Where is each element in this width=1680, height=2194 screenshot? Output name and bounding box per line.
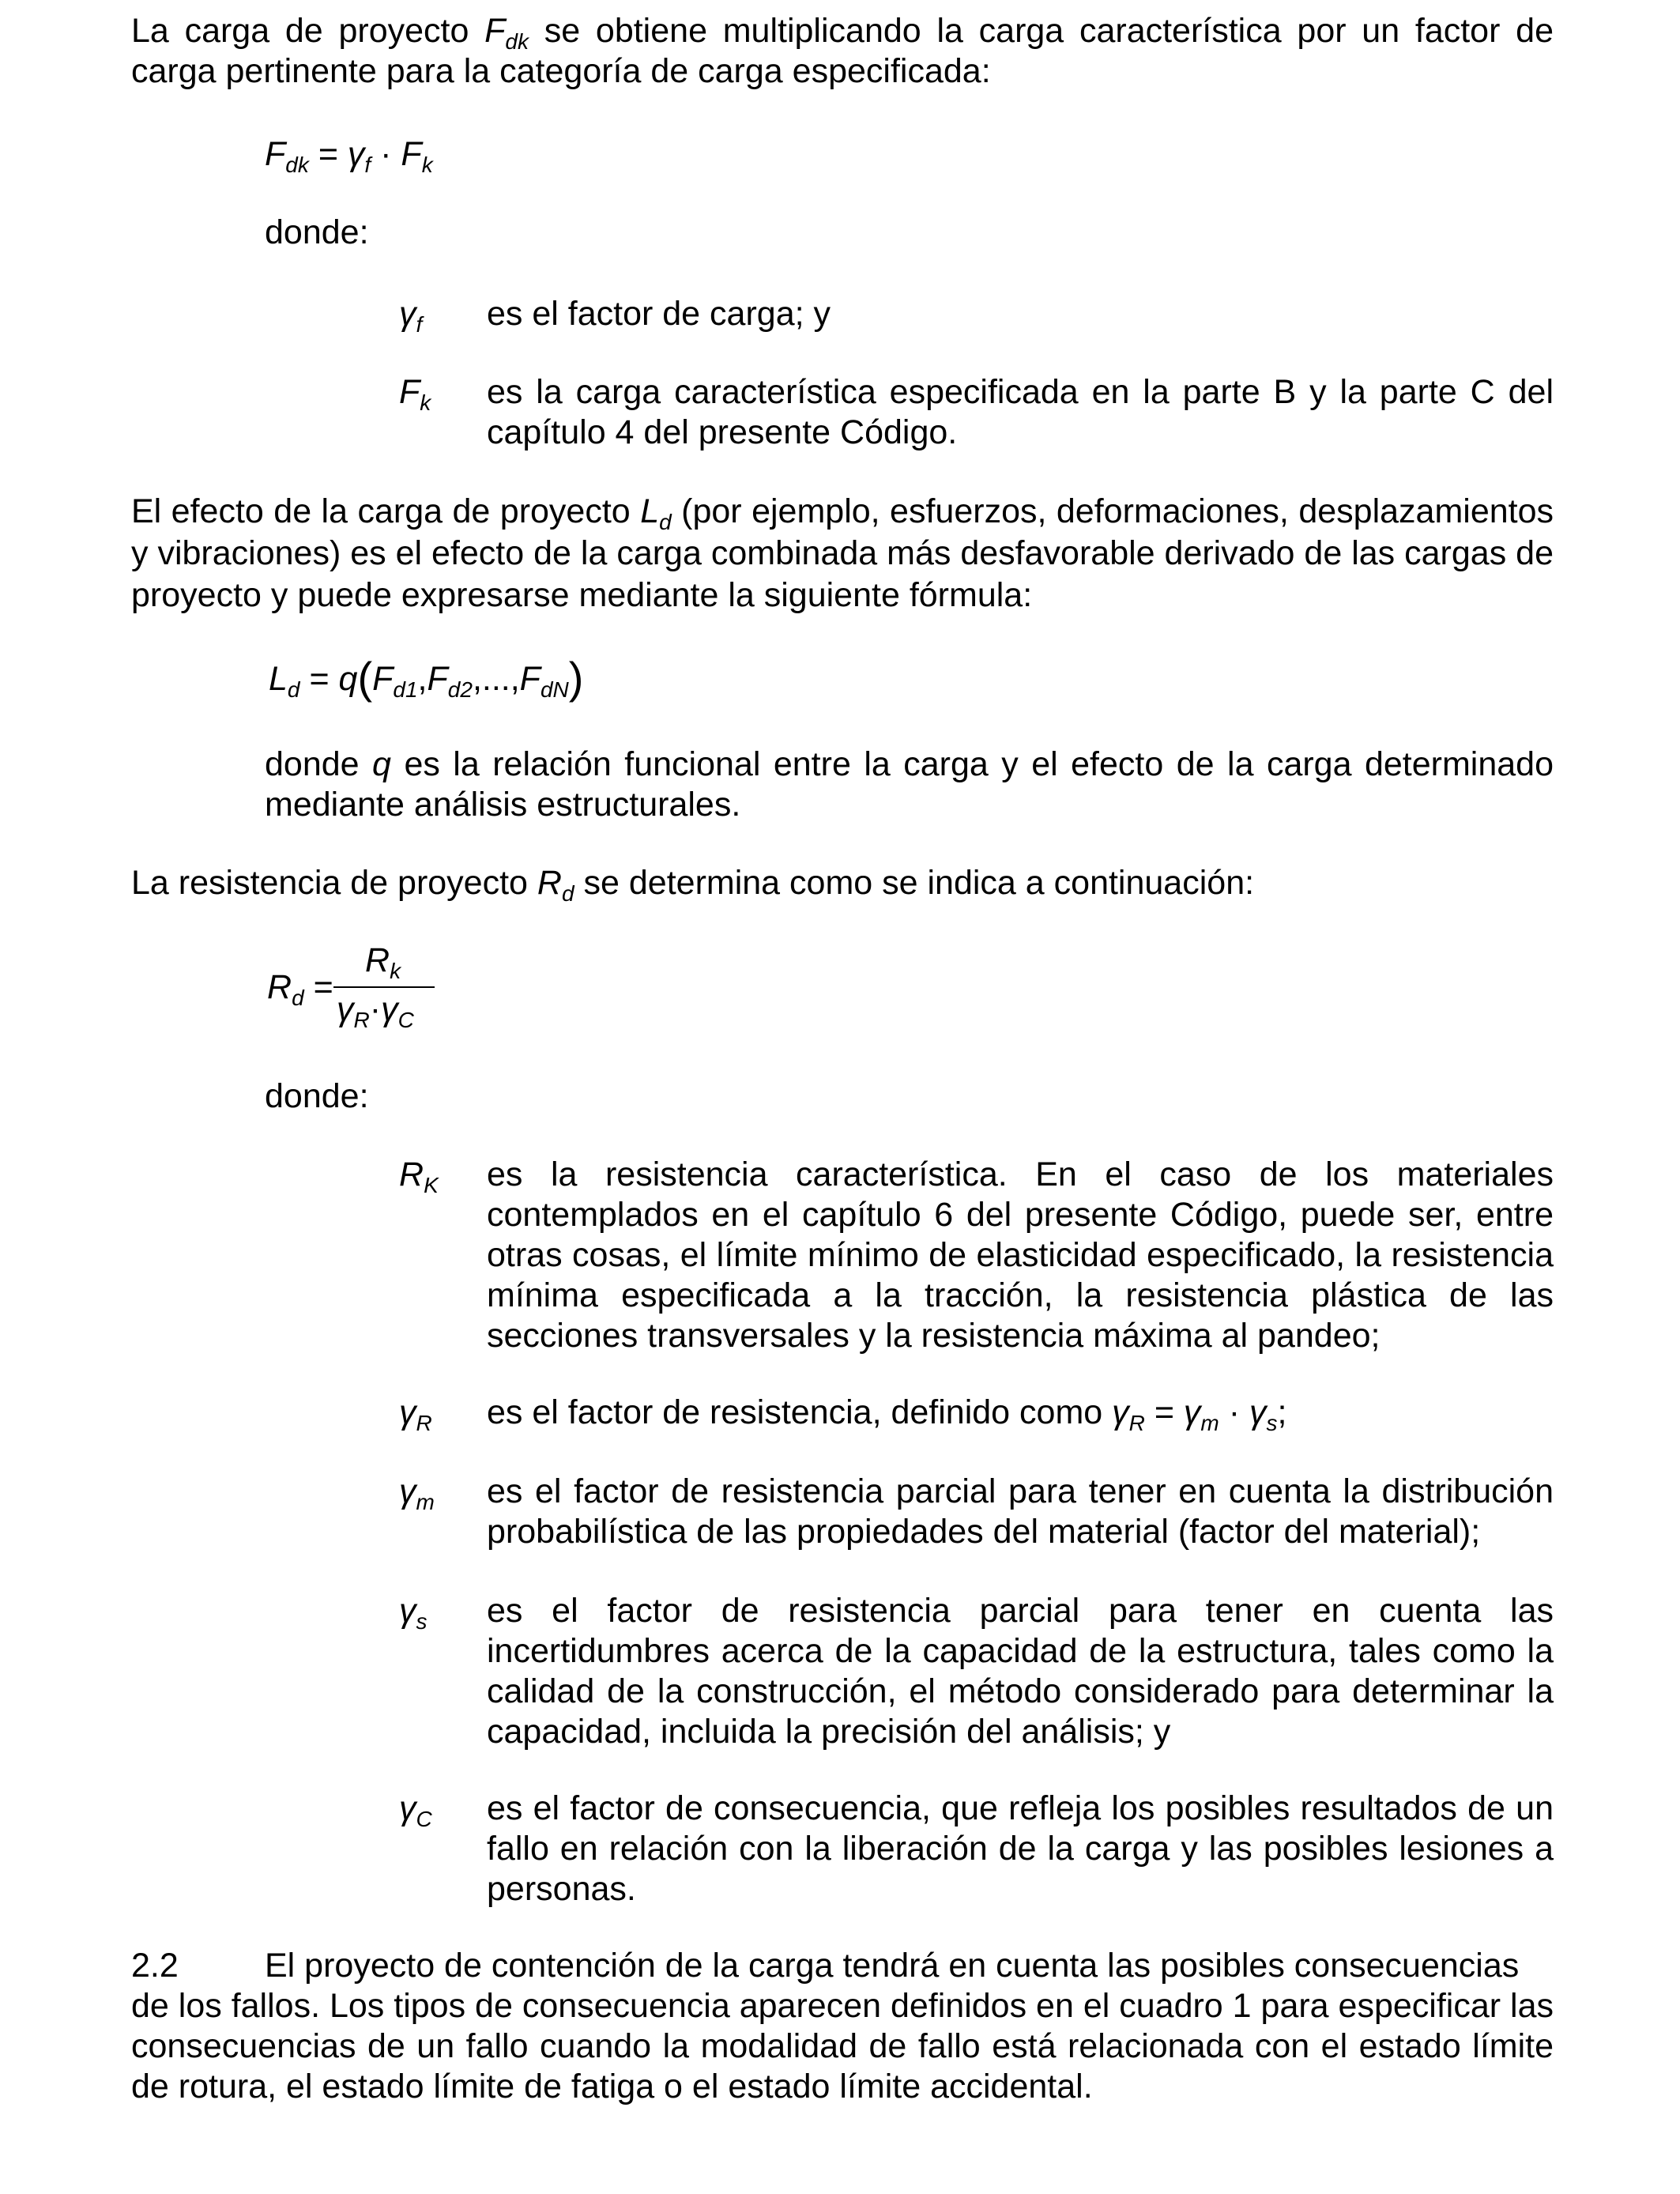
symbol-gamma-m: $\gamma_m$ xyxy=(399,1472,435,1514)
equation-design-load: $F_{dk} = \gamma_f \cdot F_k$ xyxy=(265,135,433,177)
symbol-gamma-c: $\gamma_C$ xyxy=(399,1789,432,1831)
symbol-gamma-r: $\gamma_R$ xyxy=(399,1393,432,1435)
where-label: donde: xyxy=(265,213,369,251)
definition-gamma-c: es el factor de consecuencia, que refleja los posibles resultados de un fallo en relación con la liberación de la carga y las posibles lesiones a personas. xyxy=(487,1789,1554,1908)
definition-gamma-s: es el factor de resistencia parcial para tener en cuenta las incertidumbres acerca de la capacidad de la estructura, tales como la calidad de la construcción, el método considerado para determinar la capacidad, incluida la precisión del análisis; y xyxy=(487,1592,1554,1751)
symbol-gamma-s: $\gamma_s$ xyxy=(399,1592,428,1634)
symbol-l-d: $L_d$ xyxy=(640,492,672,534)
symbol-f-k: $F_k$ xyxy=(399,373,431,415)
symbol-gamma-f: $\gamma_f$ xyxy=(399,295,423,337)
fraction-bar xyxy=(333,986,435,988)
equation-design-resistance: $R_d$ = $R_k$ $\gamma_R\cdot\gamma_C$ xyxy=(267,941,441,1043)
paragraph-load-effect: El efecto de la carga de proyecto $L_d$ (por ejemplo, esfuerzos, deformaciones, desplazamientos y vibraciones) es el efecto de la carga combinada más desfavorable derivado de las cargas de proyecto y puede expresarse mediante la siguiente fórmula: xyxy=(131,492,1554,614)
definition-gamma-f: es el factor de carga; y xyxy=(487,295,831,333)
paragraph-design-load: La carga de proyecto $F_{dk}$ se obtiene multiplicando la carga característica por un factor de carga pertinente para la categoría de carga especificada: xyxy=(131,12,1554,90)
definition-f-k: es la carga característica especificada en la parte B y la parte C del capítulo 4 del presente Código. xyxy=(487,373,1554,451)
symbol-f-dk: $F_{dk}$ xyxy=(484,12,529,54)
equation-load-effect: $L_d = q(F_{d1},F_{d2},...,F_{dN})$ xyxy=(269,653,584,703)
paragraph-design-resistance: La resistencia de proyecto $R_d$ se determina como se indica a continuación: xyxy=(131,864,1255,906)
section-body: de los fallos. Los tipos de consecuencia aparecen definidos en el cuadro 1 para especificar las consecuencias de un fallo cuando la modalidad de fallo está relacionada con el estado límite de rotura, el estado límite de fatiga o el estado límite accidental. xyxy=(131,1987,1554,2105)
section-first-line: El proyecto de contención de la carga tendrá en cuenta las posibles consecuencias xyxy=(265,1947,1520,1985)
definition-gamma-m: es el factor de resistencia parcial para tener en cuenta la distribución probabilística de las propiedades del material (factor del material); xyxy=(487,1472,1554,1551)
where-label: donde: xyxy=(265,1077,369,1115)
definition-r-k: es la resistencia característica. En el caso de los materiales contemplados en el capítulo 6 del presente Código, puede ser, entre otras cosas, el límite mínimo de elasticidad especificado, la resistencia mínima especificada a la tracción, la resistencia plástica de las secciones transversales y la resistencia máxima al pandeo; xyxy=(487,1155,1554,1355)
symbol-r-d: $R_d$ xyxy=(537,864,574,906)
paragraph-functional-relation: donde q es la relación funcional entre la carga y el efecto de la carga determinado mediante análisis estructurales. xyxy=(265,745,1554,824)
symbol-r-k: $R_K$ xyxy=(399,1155,439,1197)
definition-gamma-r: es el factor de resistencia, definido como $\gamma_R = \gamma_m \cdot \gamma_s$; xyxy=(487,1393,1287,1435)
section-number: 2.2 xyxy=(131,1947,179,1985)
